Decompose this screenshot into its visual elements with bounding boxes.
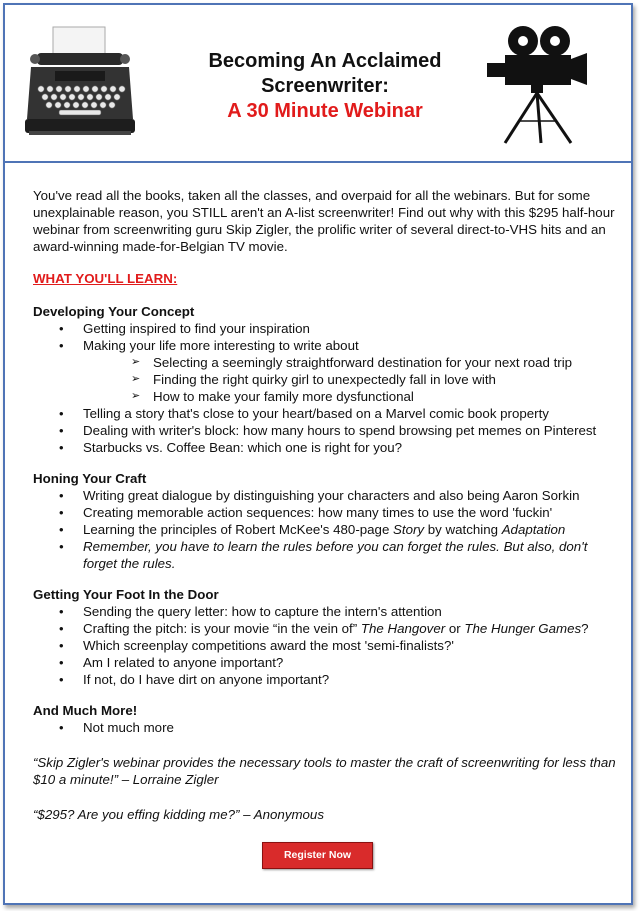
film-camera-icon	[483, 25, 593, 147]
learn-heading: WHAT YOU'LL LEARN:	[33, 271, 178, 286]
list-item: • Not much more	[33, 719, 618, 736]
section-heading-more: And Much More!	[33, 703, 138, 718]
list-item: • Making your life more interesting to write about ➢ Selecting a seemingly straightforward destination for your next road trip ➢ Finding the right quirky girl to unexpectedly fall in love with ➢ How to make your family more dysfunctional	[33, 337, 618, 405]
list-item: • Writing great dialogue by distinguishing your characters and also being Aaron Sorkin	[33, 487, 618, 504]
list-item: • Am I related to anyone important?	[33, 654, 618, 671]
craft-list	[33, 487, 618, 572]
register-button[interactable]: Register Now	[262, 842, 373, 869]
sub-list-item: ➢ Selecting a seemingly straightforward destination for your next road trip	[83, 354, 618, 371]
list-item: • Starbucks vs. Coffee Bean: which one is right for you?	[33, 439, 618, 456]
concept-sublist	[83, 354, 618, 405]
section-heading-craft: Honing Your Craft	[33, 471, 147, 486]
title-line-2: Screenwriter:	[261, 75, 389, 97]
flyer-body	[33, 187, 618, 823]
page-title	[155, 49, 495, 124]
book-title: Story	[393, 522, 425, 537]
testimonial-quote: “Skip Zigler's webinar provides the necessary tools to master the craft of screenwriting for less than $10 a minute!” – Lorraine Zigler	[33, 755, 616, 787]
list-item: • Learning the principles of Robert McKee's 480-page Story by watching Adaptation	[33, 521, 618, 538]
list-item: • If not, do I have dirt on anyone important?	[33, 671, 618, 688]
sub-list-item: ➢ How to make your family more dysfunctional	[83, 388, 618, 405]
more-list	[33, 719, 618, 736]
section-heading-door: Getting Your Foot In the Door	[33, 587, 219, 602]
list-item: • Telling a story that's close to your heart/based on a Marvel comic book property	[33, 405, 618, 422]
list-item: • Remember, you have to learn the rules before you can forget the rules. But also, don't forget the rules.	[33, 538, 618, 572]
sub-list-item: ➢ Finding the right quirky girl to unexpectedly fall in love with	[83, 371, 618, 388]
section-heading-concept: Developing Your Concept	[33, 304, 195, 319]
list-item: • Getting inspired to find your inspiration	[33, 320, 618, 337]
film-title: The Hangover	[360, 621, 446, 636]
intro-paragraph: You've read all the books, taken all the classes, and overpaid for all the webinars. But for some unexplainable reason, you STILL aren't an A-list screenwriter! Find out why with this $295 half-hour webinar from screenwriting guru Skip Zigler, the prolific writer of several direct-to-VHS hits and an award-winning made-for-Belgian TV movie.	[33, 188, 615, 254]
flyer-page	[3, 3, 633, 905]
list-item: • Sending the query letter: how to capture the intern's attention	[33, 603, 618, 620]
list-item: • Creating memorable action sequences: how many times to use the word 'fuckin'	[33, 504, 618, 521]
testimonial-quote: “$295? Are you effing kidding me?” – Anonymous	[33, 807, 324, 822]
list-item: • Crafting the pitch: is your movie “in the vein of” The Hangover or The Hunger Games?	[33, 620, 618, 637]
film-title: Adaptation	[501, 522, 566, 537]
door-list	[33, 603, 618, 688]
title-line-1: Becoming An Acclaimed	[208, 50, 442, 72]
header	[5, 5, 631, 163]
concept-list	[33, 320, 618, 456]
list-item: • Dealing with writer's block: how many hours to spend browsing pet memes on Pinterest	[33, 422, 618, 439]
subtitle: A 30 Minute Webinar	[227, 100, 423, 122]
film-title: The Hunger Games	[464, 621, 582, 636]
list-item: • Which screenplay competitions award the most 'semi-finalists?'	[33, 637, 618, 654]
typewriter-icon	[25, 23, 135, 141]
